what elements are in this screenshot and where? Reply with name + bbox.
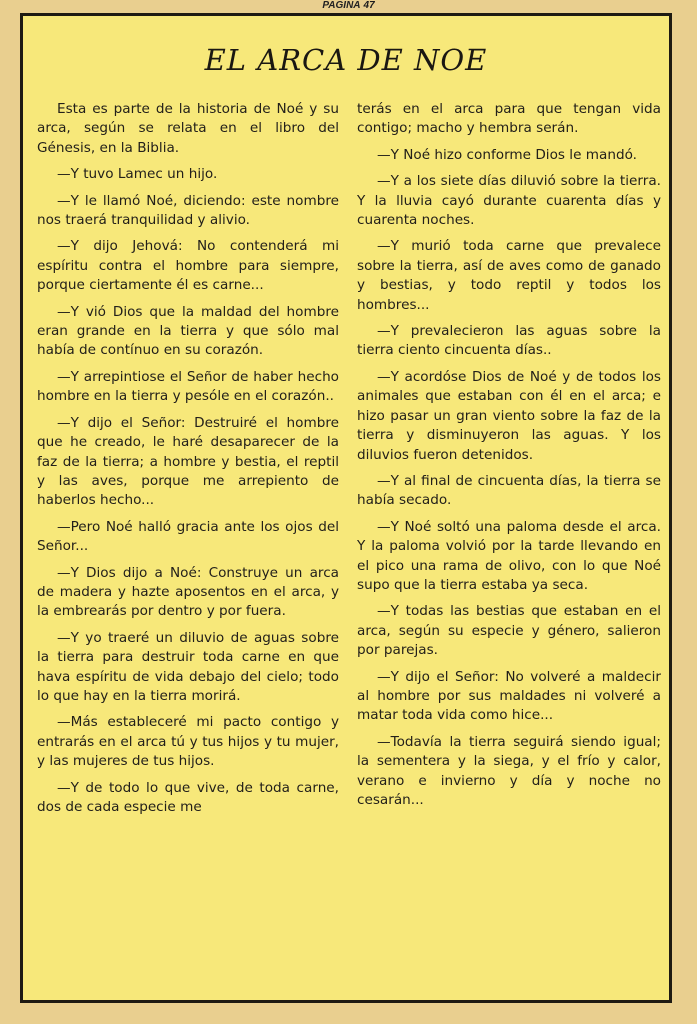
paragraph: —Más estableceré mi pacto contigo y entrarás en el arca tú y tus hijos y tu mujer, y las mujeres de tus hijos. — [37, 714, 339, 770]
paragraph: —Y dijo el Señor: No volveré a maldecir al hombre por sus maldades ni volveré a matar toda vida como hice... — [357, 668, 661, 724]
paragraph: —Y prevalecieron las aguas sobre la tierra ciento cincuenta días.. — [357, 323, 661, 359]
paragraph: —Y murió toda carne que prevalece sobre la tierra, así de aves como de ganado y bestias, y todo reptil y todos los hombres... — [357, 238, 661, 313]
page-header — [0, 0, 697, 12]
paragraph: terás en el arca para que tengan vida contigo; macho y hembra serán. — [357, 101, 661, 137]
paragraph: —Y Noé soltó una paloma desde el arca. Y la paloma volvió por la tarde llevando en el pico una rama de olivo, con lo que Noé supo que la tierra estaba ya seca. — [357, 518, 661, 593]
story-title: EL ARCA DE NOE — [204, 43, 488, 77]
paragraph: —Y vió Dios que la maldad del hombre eran grande en la tierra y que sólo mal había de contínuo en su corazón. — [37, 303, 339, 359]
paragraph: —Y yo traeré un diluvio de aguas sobre la tierra para destruir toda carne en que hava espíritu de vida debajo del cielo; todo lo que hay en la tierra morirá. — [37, 629, 339, 704]
page-number: 47 — [363, 0, 375, 11]
paragraph: —Y de todo lo que vive, de toda carne, dos de cada especie me — [37, 779, 339, 815]
paragraph: —Y dijo el Señor: Destruiré el hombre que he creado, le haré desaparecer de la faz de la tierra; a hombre y bestia, el reptil y las aves, porque me arrepiento de haberlos hecho... — [37, 414, 339, 509]
page-label: PAGINA — [322, 0, 361, 11]
paragraph: —Y Noé hizo conforme Dios le mandó. — [377, 146, 637, 163]
paragraph: —Pero Noé halló gracia ante los ojos del Señor... — [37, 518, 339, 555]
paragraph: —Y a los siete días diluvió sobre la tierra. Y la lluvia cayó durante cuarenta días y cuarenta noches. — [357, 173, 661, 229]
paragraph: —Todavía la tierra seguirá siendo igual; la sementera y la siega, y el frío y calor, verano e invierno y día y noche no cesarán... — [357, 733, 661, 808]
right-column — [357, 100, 661, 817]
paragraph: —Y tuvo Lamec un hijo. — [57, 166, 218, 183]
paragraph: —Y al final de cincuenta días, la tierra se había secado. — [357, 472, 661, 509]
paragraph: Esta es parte de la historia de Noé y su arca, según se relata en el libro del Génesis, en la Biblia. — [37, 101, 339, 156]
left-column — [37, 100, 339, 824]
paragraph: —Y le llamó Noé, diciendo: este nombre nos traerá tranquilidad y alivio. — [37, 192, 339, 229]
paragraph: —Y dijo Jehová: No contenderá mi espíritu contra el hombre para siempre, porque ciertamente él es carne... — [37, 238, 339, 294]
paragraph: —Y arrepintiose el Señor de haber hecho hombre en la tierra y pesóle en el corazón.. — [37, 368, 339, 405]
paragraph: —Y todas las bestias que estaban en el arca, según su especie y género, salieron por parejas. — [357, 603, 661, 659]
paragraph: —Y acordóse Dios de Noé y de todos los animales que estaban con él en el arca; e hizo pasar un gran viento sobre la faz de la tierra y disminuyeron las aguas. Y los diluvios fueron detenidos. — [357, 368, 661, 463]
story-frame — [20, 13, 672, 1003]
paragraph: —Y Dios dijo a Noé: Construye un arca de madera y hazte aposentos en el arca, y la embrearás por dentro y por fuera. — [37, 564, 339, 620]
